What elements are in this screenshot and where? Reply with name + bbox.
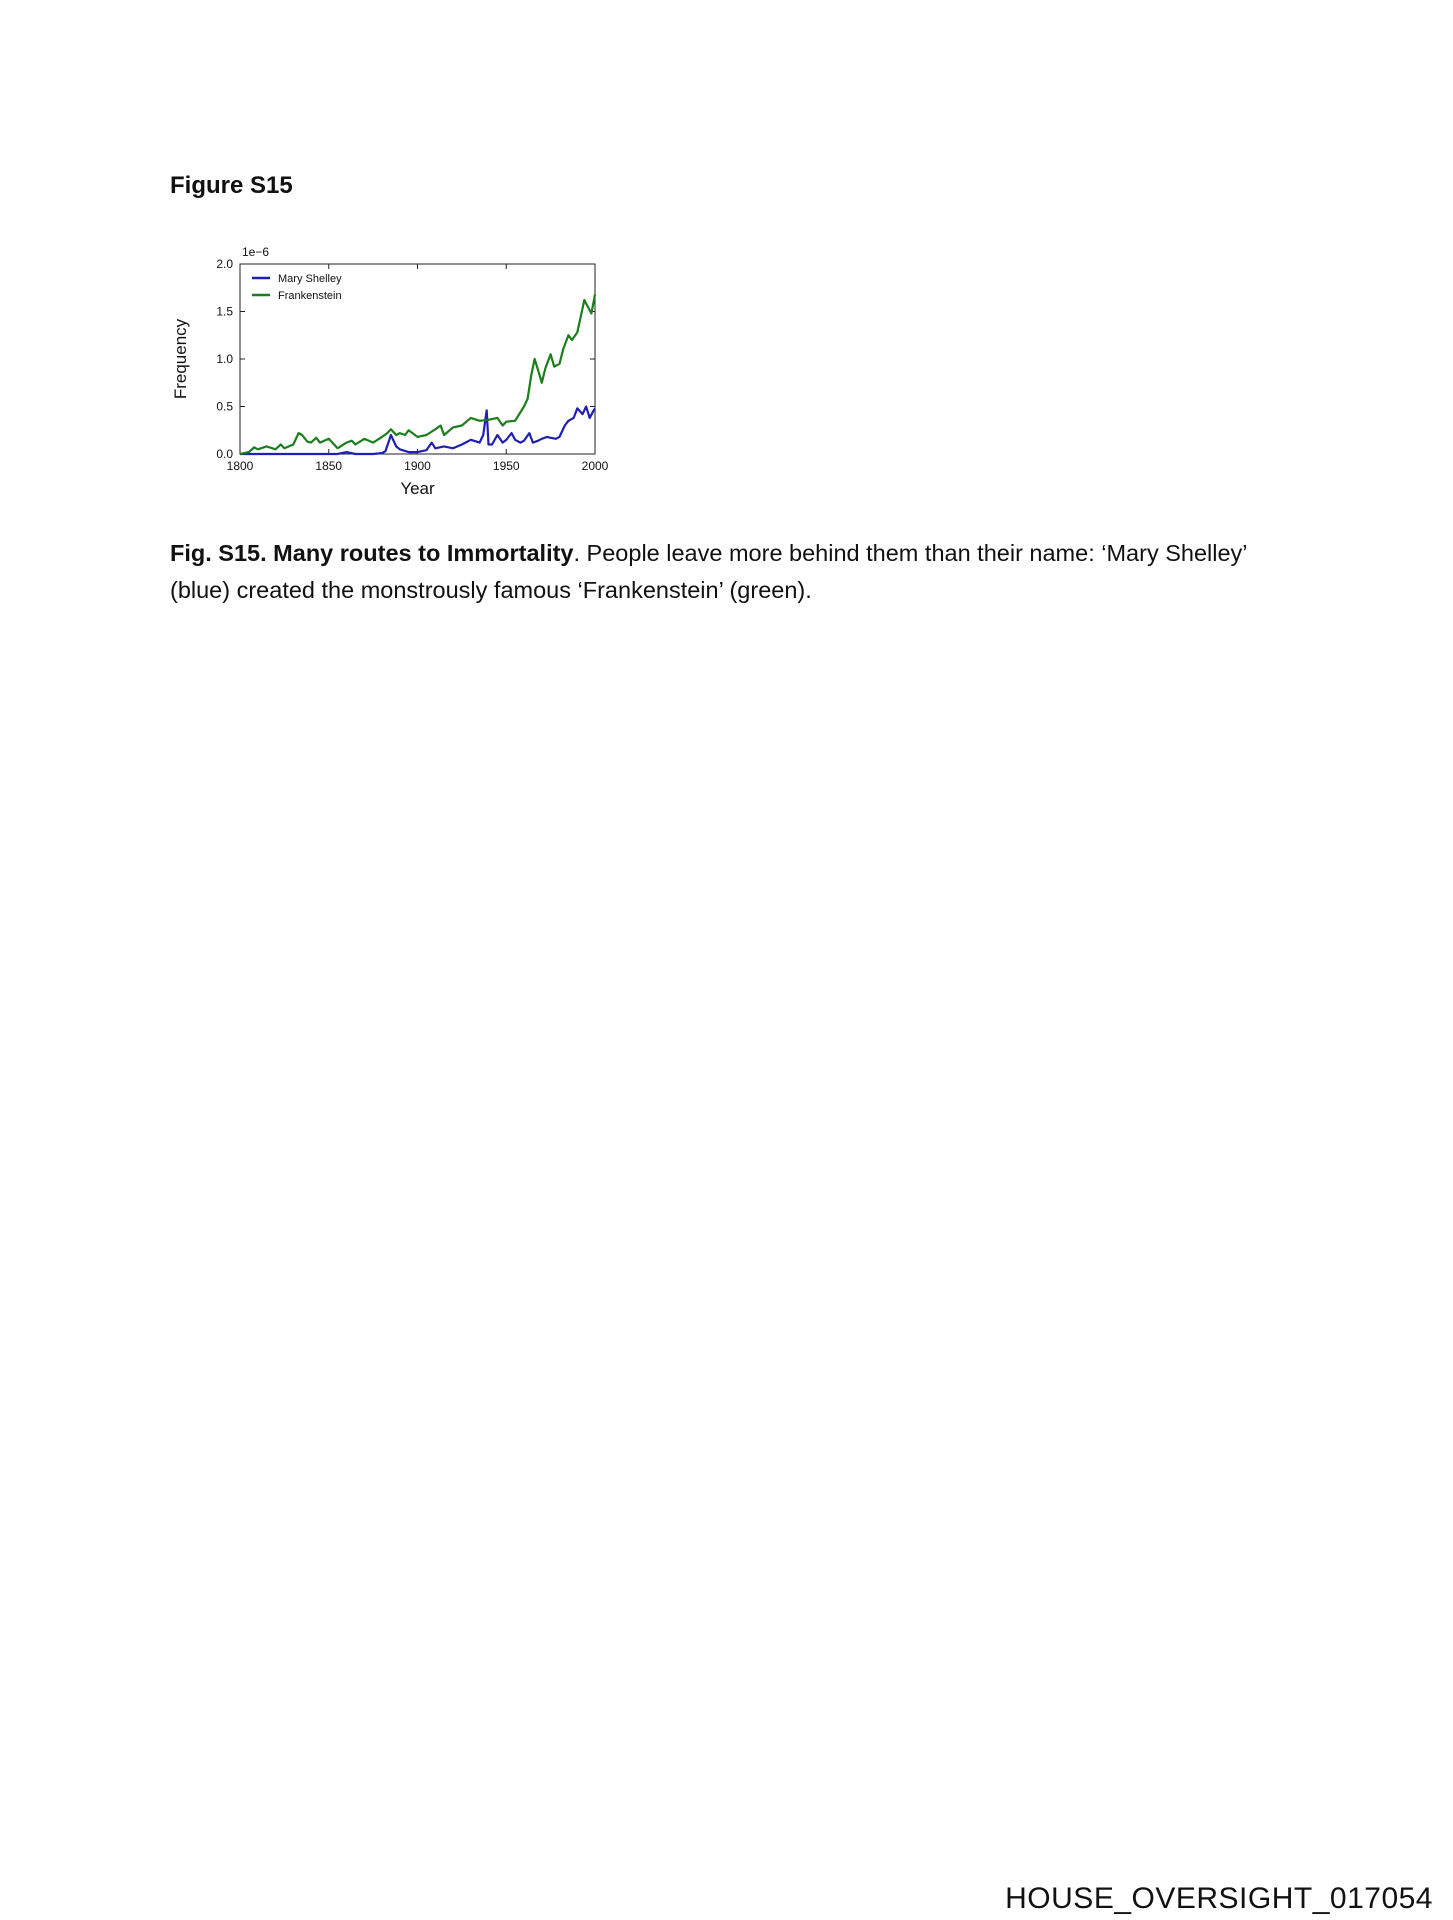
caption-name-frankenstein: ‘Frankenstein’ [577, 577, 723, 603]
y-tick-label: 1.0 [216, 352, 233, 366]
series-line-mary-shelley [240, 407, 595, 455]
legend-label-frankenstein: Frankenstein [278, 290, 342, 302]
y-axis-label: Frequency [171, 318, 190, 400]
x-tick-label: 1800 [226, 459, 254, 473]
y-tick-label: 0.0 [216, 447, 233, 461]
x-tick-label: 1950 [492, 459, 520, 473]
y-tick-label: 1.5 [216, 304, 233, 319]
caption-text-2: (blue) created the monstrously famous [170, 577, 578, 603]
caption-text-3: (green). [722, 577, 812, 603]
y-multiplier-label: 1e−6 [242, 245, 270, 259]
caption-text-1: . People leave more behind them than their name: [573, 540, 1102, 566]
figure-caption [170, 535, 1300, 609]
x-tick-label: 1850 [315, 459, 343, 473]
caption-name-mary-shelley: ‘Mary Shelley’ [1101, 540, 1247, 566]
x-axis-label: Year [400, 479, 435, 498]
legend-label-mary-shelley: Mary Shelley [278, 273, 342, 285]
series-line-frankenstein [240, 294, 595, 454]
document-id: HOUSE_OVERSIGHT_017054 [1005, 1882, 1433, 1915]
caption-label: Fig. S15. [170, 540, 267, 566]
y-tick-label: 0.5 [216, 399, 233, 414]
caption-title: Many routes to Immortality [273, 540, 574, 566]
x-tick-label: 1900 [404, 459, 431, 473]
y-tick-label: 2.0 [216, 257, 233, 271]
line-chart [170, 238, 650, 508]
figure-heading: Figure S15 [170, 172, 293, 199]
x-tick-label: 2000 [581, 459, 609, 473]
